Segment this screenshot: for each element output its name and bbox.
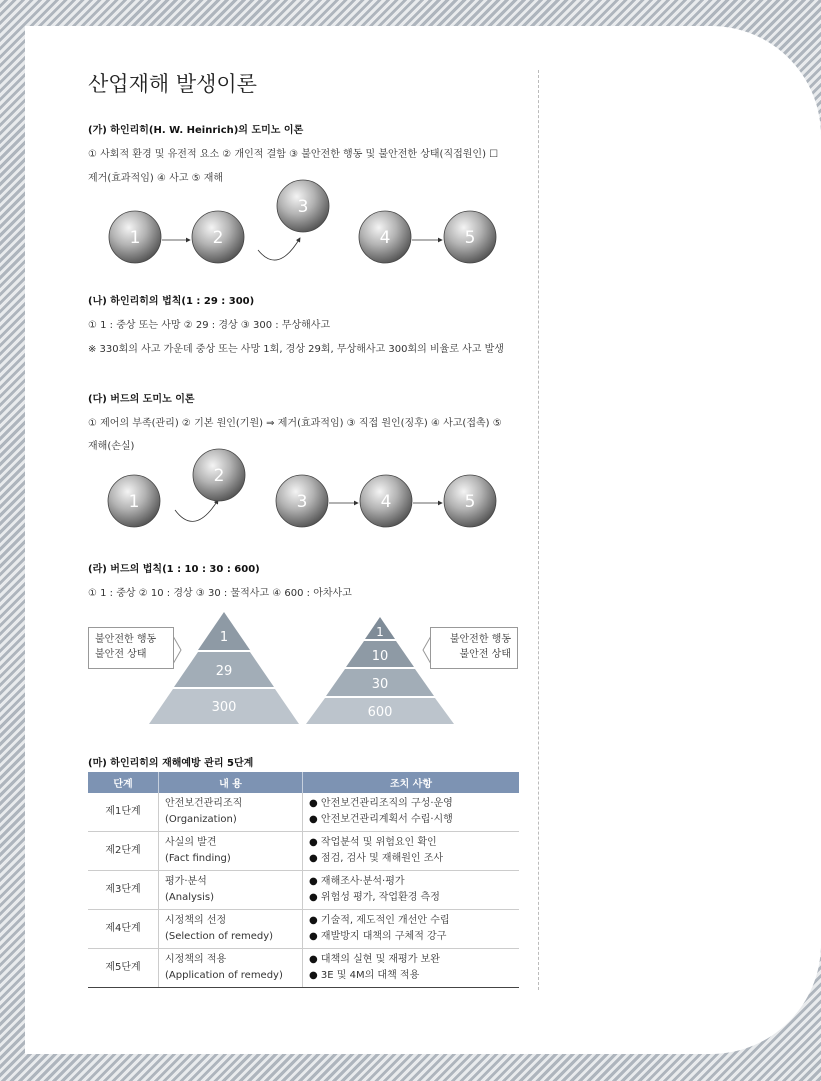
svg-text:10: 10 — [371, 649, 389, 664]
bird-domino-text-2: 재해(손실) — [88, 441, 135, 452]
callout-line-1: 불안전한 행동 — [95, 634, 157, 645]
actions-cell: ● 대책의 실현 및 재평가 보완 ● 3E 및 4M의 대책 적용 — [303, 949, 520, 988]
actions-cell: ● 기술적, 제도적인 개선안 수립 ● 재발방지 대책의 구체적 강구 — [303, 910, 520, 949]
col-header-step: 단계 — [88, 772, 159, 793]
bird-ball-3 — [276, 475, 328, 527]
bird-ball-1 — [108, 475, 160, 527]
step-cell: 제4단계 — [88, 910, 159, 949]
heinrich-ball-1 — [109, 211, 161, 263]
curved-arrow-2-3 — [258, 238, 300, 260]
svg-text:1: 1 — [376, 625, 384, 639]
step-cell: 제3단계 — [88, 871, 159, 910]
left-callout-pointer — [173, 636, 181, 664]
curved-arrow-1-2 — [175, 500, 218, 521]
step-cell: 제5단계 — [88, 949, 159, 988]
content-cell: 시정책의 적용 (Application of remedy) — [159, 949, 303, 988]
callout-line-1: 불안전한 행동 — [449, 634, 511, 645]
heinrich-law-heading: (나) 하인리히의 법칙(1 : 29 : 300) — [88, 296, 255, 307]
actions-cell: ● 작업분석 및 위험요인 확인 ● 점검, 검사 및 재해원인 조사 — [303, 832, 520, 871]
col-header-actions: 조치 사항 — [303, 772, 520, 793]
col-header-content: 내 용 — [159, 772, 303, 793]
bird-law-heading: (라) 버드의 법칙(1 : 10 : 30 : 600) — [88, 564, 260, 575]
bird-domino-heading: (다) 버드의 도미노 이론 — [88, 394, 195, 405]
heinrich-ball-3 — [277, 180, 329, 232]
svg-text:1: 1 — [128, 492, 140, 512]
svg-text:3: 3 — [297, 197, 309, 217]
content-cell: 시정책의 선정 (Selection of remedy) — [159, 910, 303, 949]
prevention-steps-heading: (마) 하인리히의 재해예방 관리 5단계 — [88, 758, 254, 769]
svg-text:30: 30 — [371, 677, 389, 692]
svg-text:5: 5 — [464, 228, 476, 248]
prevention-steps-table — [88, 772, 519, 988]
table-row — [88, 871, 519, 910]
table-row — [88, 832, 519, 871]
step-cell: 제2단계 — [88, 832, 159, 871]
bird-ball-4 — [360, 475, 412, 527]
svg-text:1: 1 — [219, 630, 229, 645]
heinrich-law-text-2: ※ 330회의 사고 가운데 중상 또는 사망 1회, 경상 29회, 무상해사고 300회의 비율로 사고 발생 — [88, 344, 504, 355]
callout-line-2: 불안전 상태 — [459, 649, 511, 660]
bird-ball-5 — [444, 475, 496, 527]
svg-text:29: 29 — [215, 664, 233, 679]
svg-text:4: 4 — [380, 492, 392, 512]
table-row — [88, 793, 519, 832]
actions-cell: ● 안전보건관리조직의 구성·운영 ● 안전보건관리계획서 수립·시행 — [303, 793, 520, 832]
left-callout-box — [88, 627, 174, 669]
callout-line-2: 불안전 상태 — [95, 649, 147, 660]
heinrich-domino-text-2: 제거(효과적임) ④ 사고 ⑤ 재해 — [88, 173, 224, 184]
heinrich-ball-2 — [192, 211, 244, 263]
bird-law-text-1: ① 1 : 중상 ② 10 : 경상 ③ 30 : 물적사고 ④ 600 : 아차사고 — [88, 588, 352, 599]
heinrich-ball-4 — [359, 211, 411, 263]
table-row — [88, 910, 519, 949]
bird-ball-2 — [193, 449, 245, 501]
step-cell: 제1단계 — [88, 793, 159, 832]
heinrich-domino-heading: (가) 하인리히(H. W. Heinrich)의 도미노 이론 — [88, 125, 304, 136]
content-cell: 평가·분석 (Analysis) — [159, 871, 303, 910]
table-header-row — [88, 772, 519, 793]
actions-cell: ● 재해조사·분석·평가 ● 위험성 평가, 작업환경 측정 — [303, 871, 520, 910]
svg-text:4: 4 — [379, 228, 391, 248]
heinrich-ball-5 — [444, 211, 496, 263]
page-title: 산업재해 발생이론 — [88, 72, 257, 96]
bird-domino-text-1: ① 제어의 부족(관리) ② 기본 원인(기원) ⇒ 제거(효과적임) ③ 직접 원인(징후) ④ 사고(접촉) ⑤ — [88, 418, 502, 429]
svg-text:2: 2 — [212, 228, 224, 248]
heinrich-domino-text-1: ① 사회적 환경 및 유전적 요소 ② 개인적 결함 ③ 불안전한 행동 및 불안전한 상태(직접원인) ☐ — [88, 149, 499, 160]
svg-text:300: 300 — [211, 700, 237, 715]
right-callout-box — [430, 627, 518, 669]
svg-text:3: 3 — [296, 492, 308, 512]
svg-text:600: 600 — [367, 705, 393, 720]
heinrich-law-text-1: ① 1 : 중상 또는 사망 ② 29 : 경상 ③ 300 : 무상해사고 — [88, 320, 331, 331]
svg-text:1: 1 — [129, 228, 141, 248]
content-cell: 안전보건관리조직 (Organization) — [159, 793, 303, 832]
svg-text:5: 5 — [464, 492, 476, 512]
table-row — [88, 949, 519, 988]
content-cell: 사실의 발견 (Fact finding) — [159, 832, 303, 871]
svg-text:2: 2 — [213, 466, 225, 486]
